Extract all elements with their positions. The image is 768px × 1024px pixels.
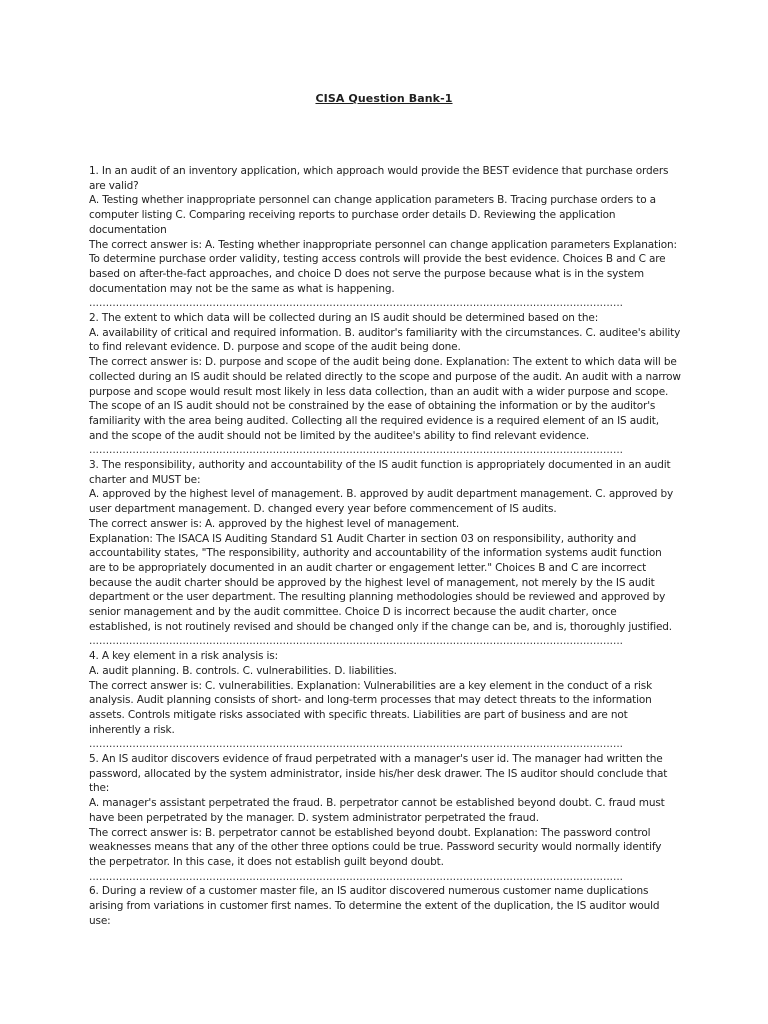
document-title: CISA Question Bank-1 xyxy=(315,92,453,105)
question-4-options: A. audit planning. B. controls. C. vulnerabilities. D. liabilities. xyxy=(89,664,397,677)
question-1-options: A. Testing whether inappropriate personnel can change application parameters B. Tracing purchase orders to a computer listing C. Comparing receiving reports to purchase order details D. Reviewing the application documentation xyxy=(89,194,656,236)
question-5-text: 5. An IS auditor discovers evidence of fraud perpetrated with a manager's user id. The manager had written the password, allocated by the system administrator, inside his/her desk drawer. The IS auditor should conclude that the: xyxy=(89,753,668,795)
question-5-options: A. manager's assistant perpetrated the fraud. B. perpetrator cannot be established beyond doubt. C. fraud must have been perpetrated by the manager. D. system administrator perpetrated the fraud. xyxy=(89,797,665,824)
question-3-explanation: Explanation: The ISACA IS Auditing Standard S1 Audit Charter in section 03 on responsibility, authority and accountability states, "The responsibility, authority and accountability of the information systems audit function are to be appropriately documented in an audit charter or engagement letter." Choices B and C are incorrect because the audit charter should be approved by the highest level of management, not merely by the IS audit department or the user department. The resulting planning methodologies should be reviewed and approved by senior management and by the audit committee. Choice D is incorrect because the audit charter, once established, is not routinely revised and should be changed only if the change can be, and is, thoroughly justified. xyxy=(89,532,672,633)
question-2-options: A. availability of critical and required information. B. auditor's familiarity with the circumstances. C. auditee's ability to find relevant evidence. D. purpose and scope of the audit being done. xyxy=(89,326,681,354)
question-6-text: 6. During a review of a customer master file, an IS auditor discovered numerous customer name duplications arising from variations in customer first names. To determine the extent of the duplication, the IS auditor would use: xyxy=(89,885,660,927)
separator-line: ................................................................................................................................................................ xyxy=(89,738,624,751)
document-body xyxy=(89,164,681,928)
question-3-options: A. approved by the highest level of management. B. approved by audit department management. C. approved by user department management. D. changed every year before commencement of IS audits. xyxy=(89,488,674,516)
separator-line: ................................................................................................................................................................ xyxy=(89,870,624,883)
separator-line: ................................................................................................................................................................ xyxy=(89,297,624,310)
question-1-text: 1. In an audit of an inventory application, which approach would provide the BEST evidence that purchase orders are valid? xyxy=(89,165,669,192)
separator-line: ................................................................................................................................................................ xyxy=(89,635,624,648)
separator-line: ................................................................................................................................................................ xyxy=(89,444,624,457)
question-4-answer: The correct answer is: C. vulnerabilities. Explanation: Vulnerabilities are a key element in the conduct of a risk analysis. Audit planning consists of short- and long-term processes that may detect threats to the information assets. Controls mitigate risks associated with specific threats. Liabilities are part of business and are not inherently a risk. xyxy=(89,679,653,736)
question-3-text: 3. The responsibility, authority and accountability of the IS audit function is appropriately documented in an audit charter and MUST be: xyxy=(89,459,671,486)
question-4-text: 4. A key element in a risk analysis is: xyxy=(89,650,278,663)
question-2-answer: The correct answer is: D. purpose and scope of the audit being done. Explanation: The extent to which data will be collected during an IS audit should be related directly to the scope and purpose of the audit. An audit with a narrow purpose and scope would result most likely in less data collection, than an audit with a wider purpose and scope. The scope of an IS audit should not be constrained by the ease of obtaining the information or by the auditor's familiarity with the area being audited. Collecting all the required evidence is a required element of an IS audit, and the scope of the audit should not be limited by the auditee's ability to find relevant evidence. xyxy=(89,356,681,442)
question-2-text: 2. The extent to which data will be collected during an IS audit should be determined based on the: xyxy=(89,312,599,325)
question-5-answer: The correct answer is: B. perpetrator cannot be established beyond doubt. Explanation: The password control weaknesses means that any of the other three options could be true. Password security would normally identify the perpetrator. In this case, it does not establish guilt beyond doubt. xyxy=(89,826,662,868)
question-3-answer: The correct answer is: A. approved by the highest level of management. xyxy=(89,517,460,530)
question-1-answer: The correct answer is: A. Testing whether inappropriate personnel can change application parameters Explanation: To determine purchase order validity, testing access controls will provide the best evidence. Choices B and C are based on after-the-fact approaches, and choice D does not serve the purpose because what is in the system documentation may not be the same as what is happening. xyxy=(89,238,677,295)
